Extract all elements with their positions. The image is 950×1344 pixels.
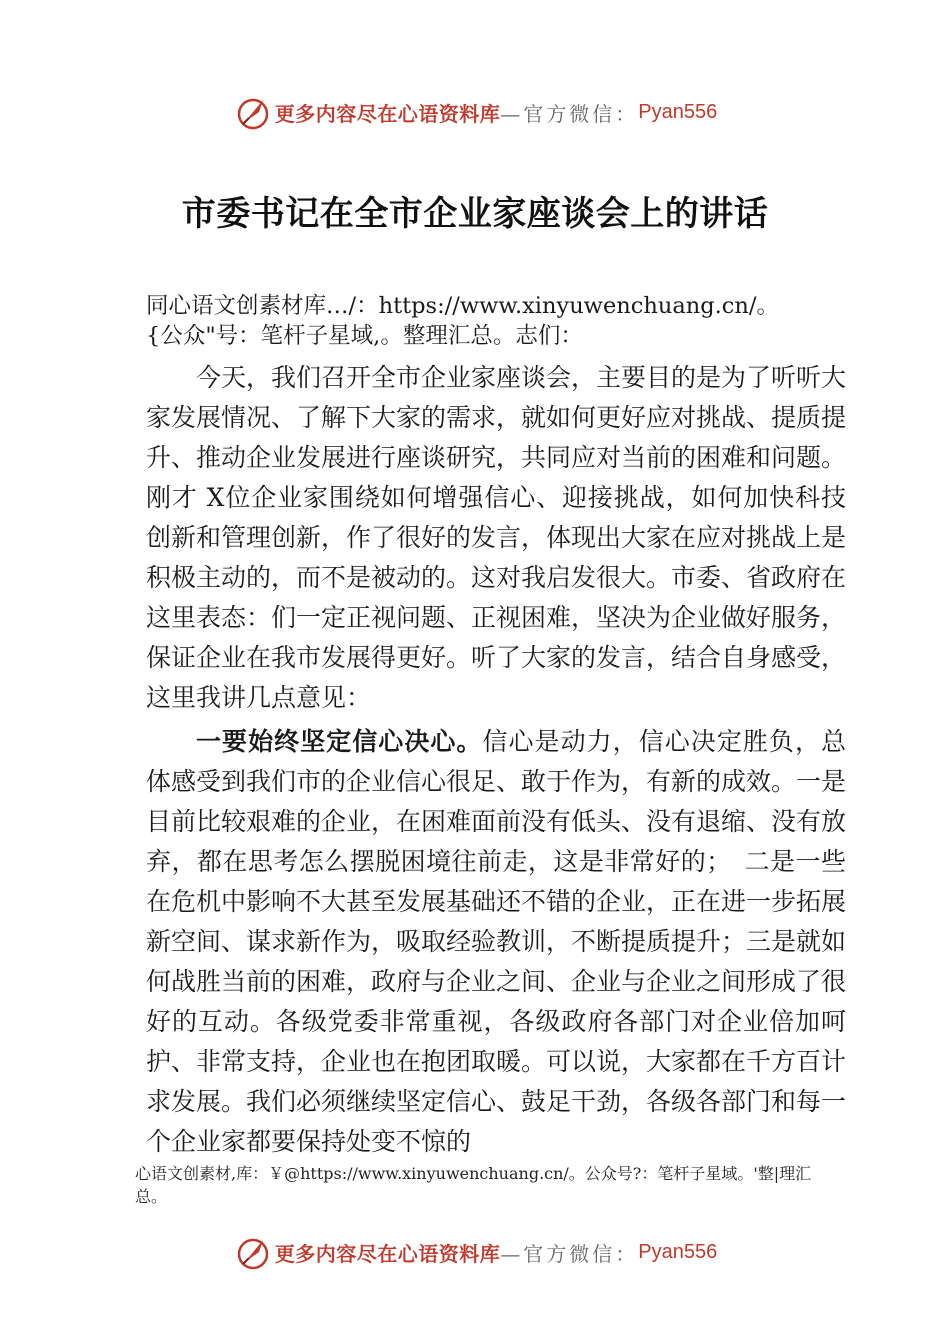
source-line-2: {公众"号：笔杆子星域,。整理汇总。志们： xyxy=(146,323,583,349)
quill-logo-icon xyxy=(233,1232,273,1272)
document-title: 市委书记在全市企业家座谈会上的讲话 xyxy=(181,194,769,234)
paragraph-2 xyxy=(146,722,846,1162)
source-line-1: 同心语文创素材库…/：https://www.xinyuwenchuang.cn/。 xyxy=(146,293,779,319)
banner-wechat-id: Pyan556 xyxy=(638,100,718,123)
bottom-banner xyxy=(0,1230,950,1274)
paragraph-1 xyxy=(146,358,846,718)
paragraph-2-body: 信心是动力，信心决定胜负，总体感受到我们市的企业信心很足、敢于作为，有新的成效。一是目前比较艰难的企业，在困难面前没有低头、没有退缩、没有放弃，都在思考怎么摆脱困境往前走，这是非常好的； 二是一些在危机中影响不大甚至发展基础还不错的企业，正在进一步拓展新空间、谋求新作为，吸取经验教训，不断提质提升；三是就如何战胜当前的困难，政府与企业之间、企业与企业之间形成了很好的互动。各级党委非常重视，各级政府各部门对企业倍加呵护、非常支持，企业也在抱团取暖。可以说，大家都在千方百计求发展。我们必须继续坚定信心、鼓足干劲，各级各部门和每一个企业家都要保持处变不惊的 xyxy=(146,727,847,1156)
banner-wechat-label: —官方微信： xyxy=(500,101,639,126)
banner-title: 更多内容尽在心语资料库 xyxy=(274,1241,501,1266)
quill-logo-icon xyxy=(233,92,273,132)
paragraph-2-lead: 一要始终坚定信心决心。 xyxy=(196,727,483,756)
footer-note: 心语文创素材,库：￥@https://www.xinyuwenchuang.cn/。公众号?：笔杆子星域。'整|理汇总。 xyxy=(135,1164,812,1206)
banner-wechat-label: —官方微信： xyxy=(500,1241,639,1266)
paragraph-2-text xyxy=(146,722,846,1162)
top-banner xyxy=(0,90,950,134)
banner-title: 更多内容尽在心语资料库 xyxy=(274,101,501,126)
banner-wechat-id: Pyan556 xyxy=(638,1240,718,1263)
paragraph-1-text: 今天，我们召开全市企业家座谈会，主要目的是为了听听大家发展情况、了解下大家的需求，就如何更好应对挑战、提质提升、推动企业发展进行座谈研究，共同应对当前的困难和问题。刚才 X位企业家围绕如何增强信心、迎接挑战，如何加快科技创新和管理创新，作了很好的发言，体现出大家在应对挑战上是积极主动的，而不是被动的。这对我启发很大。市委、省政府在这里表态：们一定正视问题、正视困难，坚决为企业做好服务，保证企业在我市发展得更好。听了大家的发言，结合自身感受，这里我讲几点意见： xyxy=(146,363,847,712)
